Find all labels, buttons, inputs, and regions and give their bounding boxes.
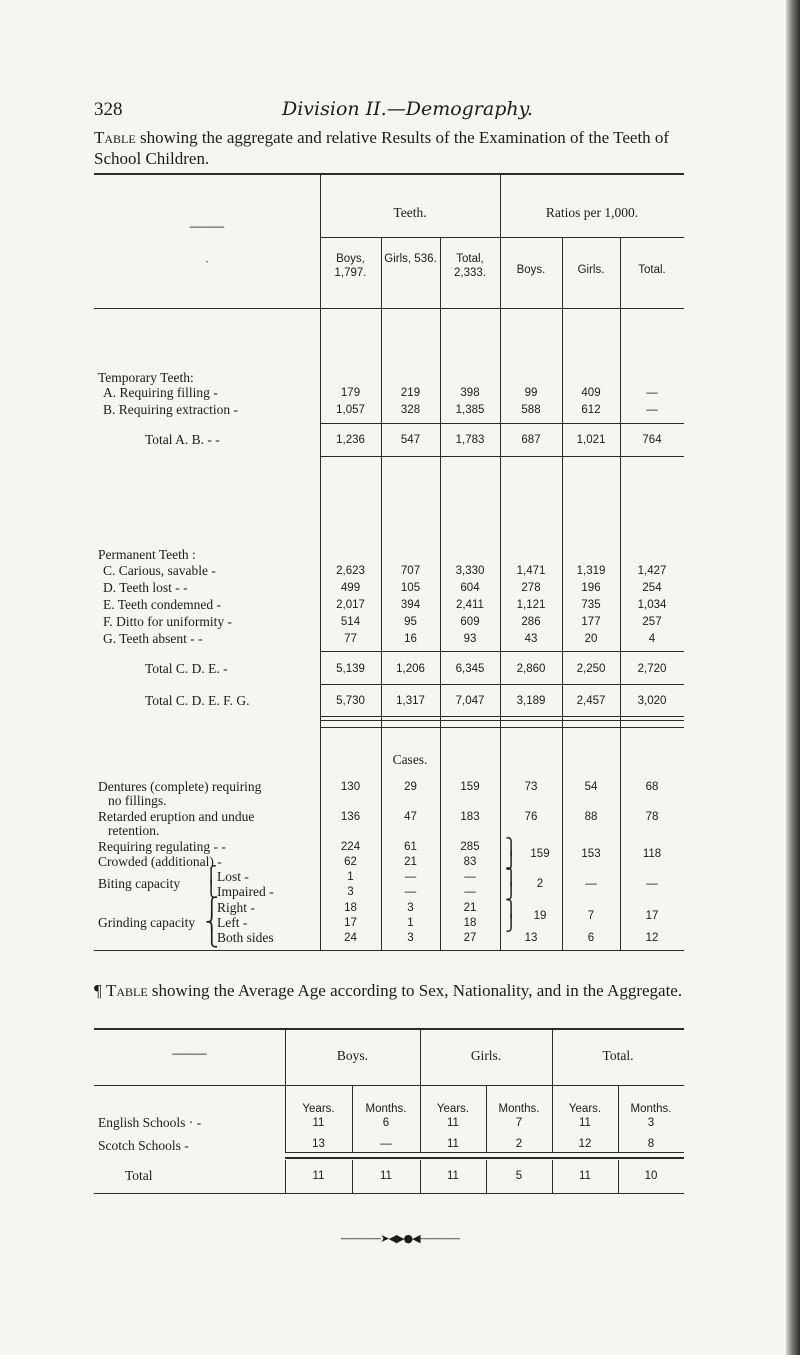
cell: 54 (584, 781, 598, 793)
cell: 62 (344, 856, 357, 868)
row-label: Scotch Schools - (98, 1138, 189, 1153)
group-girls: Girls. (470, 1048, 502, 1063)
cell: 21 (404, 856, 417, 868)
cell: 6 (382, 1117, 390, 1129)
biting-capacity-label: Biting capacity (98, 876, 181, 891)
cell: 764 (642, 434, 662, 446)
row-label: English Schools · - (98, 1115, 202, 1130)
unit-months: Months. (365, 1103, 407, 1115)
cell: 10 (644, 1170, 658, 1182)
cell: 1,206 (396, 663, 425, 675)
cell: 5 (515, 1170, 523, 1182)
end-ornament: ————➤◀▶●◀———— (340, 1232, 460, 1245)
row-label: Requiring regulating - - (98, 839, 226, 854)
cell: 183 (460, 811, 480, 823)
cases-header: Cases. (392, 752, 428, 767)
cell: 61 (404, 841, 417, 853)
col-ratio-boys: Boys. (516, 264, 546, 276)
right-brace-icon: ⎫ ⎭ (505, 837, 517, 870)
table2-caption-lead: Table (105, 981, 148, 1000)
rule (285, 1028, 286, 1153)
group-boys: Boys. (336, 1048, 369, 1063)
row-label: B. Requiring extraction - (103, 402, 238, 417)
cell: 604 (460, 582, 480, 594)
cell: 5,139 (336, 663, 365, 675)
row-label: F. Ditto for uniformity - (103, 614, 233, 629)
group-total: Total. (602, 1048, 634, 1063)
col-ratio-girls: Girls. (577, 264, 605, 276)
cell: 1,034 (637, 599, 667, 611)
col-boys: Boys, 1,797. (334, 253, 367, 279)
cell: 3 (347, 886, 354, 898)
stub-header: ——— (189, 221, 225, 233)
cell: 13 (312, 1138, 325, 1150)
cell: 130 (340, 781, 361, 793)
cell: 1,319 (576, 565, 606, 577)
cell: 73 (524, 781, 538, 793)
cell: 47 (404, 811, 417, 823)
rule (285, 1152, 684, 1153)
cell: 588 (521, 404, 541, 416)
cell: 707 (400, 565, 421, 577)
cell: 159 (530, 848, 550, 860)
row-label: Retarded eruption and undue (98, 809, 255, 824)
cell: 77 (344, 633, 357, 645)
cell: 514 (340, 616, 361, 628)
table2-caption-text: showing the Average Age according to Sex, Nationality, and in the Aggregate. (147, 981, 683, 1000)
cell: 83 (463, 856, 477, 868)
cell: 1,783 (455, 434, 485, 446)
cell: 13 (524, 932, 538, 944)
running-title: Division II.—Demography. (282, 98, 533, 120)
cell: 2,411 (456, 599, 484, 611)
cell: 257 (642, 616, 662, 628)
row-label: Total (125, 1168, 153, 1183)
cell: 1,236 (336, 434, 365, 446)
row-label-continued: retention. (108, 823, 160, 838)
cell: 3,330 (455, 565, 485, 577)
cell: 7,047 (455, 695, 485, 707)
rule (420, 1160, 421, 1193)
col-ratio-total: Total. (638, 264, 666, 276)
cell: 285 (460, 841, 480, 853)
cell: 11 (447, 1117, 459, 1129)
cell: 76 (524, 811, 538, 823)
rule (352, 1160, 353, 1193)
cell: 1,317 (396, 695, 425, 707)
cell: 196 (581, 582, 601, 594)
cell: — (646, 404, 658, 416)
left-brace-icon: ⎧ ⎨ ⎩ (205, 897, 219, 948)
cell: 7 (587, 910, 595, 922)
cell: 99 (524, 387, 538, 399)
col-girls: Girls, 536. (384, 253, 437, 265)
cell: 11 (380, 1170, 392, 1182)
cell: 11 (579, 1170, 591, 1182)
cell: 8 (647, 1138, 655, 1150)
cell: 12 (578, 1138, 592, 1150)
cell: — (646, 878, 658, 890)
cell: 409 (581, 387, 601, 399)
cell: 17 (645, 910, 659, 922)
cell: 3,189 (516, 695, 546, 707)
cell: 1,385 (455, 404, 485, 416)
cell: 254 (642, 582, 662, 594)
cell: 105 (400, 582, 421, 594)
cell: 20 (584, 633, 598, 645)
rule (285, 1160, 286, 1193)
ratios-group-header: Ratios per 1,000. (545, 205, 639, 220)
cell: 159 (460, 781, 480, 793)
row-label: Total C. D. E. F. G. (145, 693, 250, 708)
section-permanent: Permanent Teeth : (98, 547, 196, 562)
cell: 177 (581, 616, 601, 628)
cell: 3 (407, 932, 414, 944)
row-label-continued: no fillings. (108, 793, 167, 808)
unit-years: Years. (568, 1103, 602, 1115)
cell: — (404, 886, 417, 898)
cell: 3 (647, 1117, 655, 1129)
row-label: Both sides (217, 930, 274, 945)
row-label: Right - (217, 900, 255, 915)
cell: 286 (521, 616, 541, 628)
right-brace-icon: ⎫ ⎭ (505, 899, 517, 932)
col-total: Total, 2,333. (454, 253, 486, 279)
rule (552, 1160, 553, 1193)
cell: 11 (312, 1170, 325, 1182)
cell: 29 (404, 781, 417, 793)
cell: 11 (312, 1117, 325, 1129)
cell: — (404, 871, 417, 883)
right-brace-icon: ⎫ ⎭ (505, 867, 517, 900)
row-label: C. Carious, savable - (103, 563, 216, 578)
cell: 7 (515, 1117, 523, 1129)
grinding-capacity-label: Grinding capacity (98, 915, 196, 930)
cell: 88 (584, 811, 598, 823)
cell: 394 (400, 599, 421, 611)
stub-mark: · (205, 256, 209, 268)
cell: 5,730 (336, 695, 365, 707)
cell: — (646, 387, 658, 399)
cell: 93 (463, 633, 477, 645)
cell: 1,121 (516, 599, 546, 611)
cell: 499 (340, 582, 361, 594)
cell: 219 (400, 387, 421, 399)
cell: 12 (645, 932, 659, 944)
row-label: Lost - (217, 869, 249, 884)
unit-years: Years. (436, 1103, 470, 1115)
cell: 2,457 (576, 695, 606, 707)
cell: — (464, 886, 476, 898)
section-mark: ¶ (94, 981, 102, 1000)
cell: 2,623 (336, 565, 365, 577)
cell: 17 (344, 917, 357, 929)
cell: 118 (642, 848, 662, 860)
cell: 2,860 (516, 663, 546, 675)
cell: 95 (404, 616, 417, 628)
cell: — (380, 1138, 392, 1150)
cell: 1,021 (576, 434, 606, 446)
cell: 68 (645, 781, 659, 793)
row-label: Dentures (complete) requiring (98, 779, 262, 794)
row-label: Crowded (additional) - (98, 854, 222, 869)
cell: 1,427 (637, 565, 667, 577)
cell: 11 (579, 1117, 591, 1129)
cell: 1,057 (336, 404, 365, 416)
left-brace-icon: ⎧ ⎩ (205, 865, 217, 898)
cell: — (585, 878, 597, 890)
row-label: A. Requiring filling - (103, 385, 218, 400)
row-label: D. Teeth lost - - (103, 580, 188, 595)
rule (94, 1085, 684, 1086)
cell: — (464, 871, 476, 883)
cell: 179 (340, 387, 361, 399)
page-number: 328 (94, 99, 123, 120)
rule (552, 1028, 553, 1153)
cell: 1 (347, 871, 354, 883)
cell: 78 (645, 811, 659, 823)
cell: 27 (463, 932, 477, 944)
row-label: Total C. D. E. - (145, 661, 228, 676)
cell: 3,020 (637, 695, 667, 707)
rule (94, 1193, 684, 1194)
cell: 19 (533, 910, 547, 922)
cell: 735 (581, 599, 601, 611)
rule (94, 1028, 684, 1030)
cell: 24 (344, 932, 357, 944)
cell: 687 (521, 434, 541, 446)
cell: 2 (536, 878, 544, 890)
cell: 11 (447, 1170, 459, 1182)
cell: 224 (340, 841, 361, 853)
rule (285, 1157, 684, 1159)
cell: 2 (515, 1138, 523, 1150)
table1-caption-lead: Table (94, 128, 136, 147)
cell: 2,250 (576, 663, 606, 675)
cell: 328 (400, 404, 421, 416)
rule (618, 1160, 619, 1193)
row-label: Total A. B. - - (145, 432, 220, 447)
cell: 11 (447, 1138, 459, 1150)
cell: 18 (463, 917, 477, 929)
cell: 21 (463, 902, 477, 914)
row-label: Impaired - (217, 884, 274, 899)
table1-caption-text: showing the aggregate and relative Results of the Examination of the Teeth of School Children. (94, 128, 670, 168)
cell: 2,720 (637, 663, 667, 675)
unit-years: Years. (302, 1103, 335, 1115)
row-label: E. Teeth condemned - (103, 597, 222, 612)
section-temporary: Temporary Teeth: (98, 370, 194, 385)
cell: 2,017 (336, 599, 365, 611)
row-label: Left - (217, 915, 248, 930)
cell: 547 (400, 434, 421, 446)
cell: 18 (344, 902, 357, 914)
cell: 1 (407, 917, 414, 929)
cell: 16 (404, 633, 417, 645)
cell: 3 (407, 902, 414, 914)
cell: 609 (460, 616, 480, 628)
cell: 6 (587, 932, 595, 944)
rule (486, 1160, 487, 1193)
cell: 278 (521, 582, 541, 594)
cell: 153 (581, 848, 601, 860)
unit-months: Months. (498, 1103, 540, 1115)
cell: 6,345 (455, 663, 485, 675)
unit-months: Months. (630, 1103, 672, 1115)
cell: 136 (340, 811, 361, 823)
cell: 398 (460, 387, 480, 399)
cell: 4 (648, 633, 656, 645)
cell: 43 (524, 633, 538, 645)
cell: 1,471 (516, 565, 546, 577)
rule (420, 1028, 421, 1153)
teeth-group-header: Teeth. (393, 205, 427, 220)
row-label: G. Teeth absent - - (103, 631, 203, 646)
cell: 612 (581, 404, 601, 416)
stub-header: ——— (172, 1048, 207, 1060)
